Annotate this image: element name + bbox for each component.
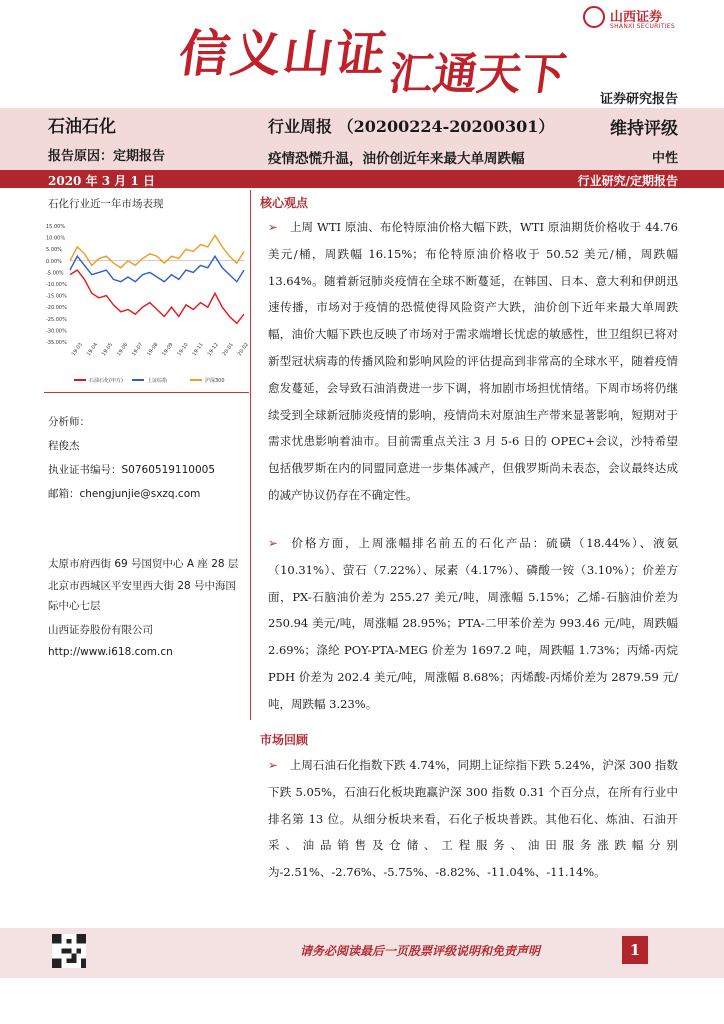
qr-code-icon: [52, 934, 86, 968]
performance-chart: [44, 212, 249, 393]
legend-label: 沪深300: [205, 378, 225, 384]
brand-slogan-right: 汇通天下: [385, 49, 569, 100]
paragraph-prices-text: 价格方面，上周涨幅排名前五的石化产品：硫磺（18.44%）、液氨（10.31%）、萤石（7.22%）、尿素（4.17%）、磷酸一铵（3.10%）；价差方面，PX-石脑油价差为 255.27 美元/吨，周涨幅 5.15%；乙烯-石脑油价差为 250.94 美元/吨，周涨幅 28.95%；PTA-二甲苯价差为 993.46 元/吨，周跌幅 2.69%；涤纶 POY-PTA-MEG 价差为 1697.2 吨，周跌幅 1.73%；丙烯-丙烷 PDH 价差为 202.4 美元/吨，周涨幅 8.68%；丙烯酸-丙烯价差为 2879.59 元/吨，周跌幅 3.23%。: [268, 536, 678, 711]
sector-title: 石油石化: [48, 117, 116, 137]
x-tick-label: 19-09: [161, 341, 175, 358]
analyst-license: 执业证书编号：S0760519110005: [48, 464, 216, 476]
legend-label: 上证综指: [147, 378, 168, 384]
company-name: 山西证券股份有限公司: [48, 624, 153, 636]
company-logo: [583, 4, 713, 34]
x-tick-label: 19-05: [100, 341, 115, 358]
y-tick-label: -25.00%: [46, 316, 67, 323]
page-number: 1: [622, 936, 648, 964]
y-tick-label: -15.00%: [46, 293, 67, 300]
report-subtitle: 疫情恐慌升温，油价创近年来最大单周跌幅: [268, 151, 525, 167]
analyst-name: 程俊杰: [48, 440, 80, 452]
x-tick-label: 20-02: [236, 341, 249, 358]
y-tick-label: -5.00%: [46, 270, 64, 277]
y-tick-label: -30.00%: [46, 328, 67, 335]
performance-chart-svg: [44, 212, 249, 392]
rating-label: 维持评级: [610, 119, 678, 139]
x-tick-label: 19-08: [146, 341, 160, 358]
x-tick-label: 19-06: [115, 341, 130, 358]
report-date: 2020 年 3 月 1 日: [48, 174, 155, 188]
x-tick-label: 19-12: [206, 341, 220, 358]
address-beijing: 北京市西城区平安里西大街 28 号中海国际中心七层: [48, 580, 237, 612]
bullet-arrow-icon: ➢: [268, 758, 278, 772]
legend-label: 石油石化(申万): [89, 378, 123, 384]
x-tick-label: 20-01: [221, 341, 235, 358]
paragraph-oil-price: [268, 214, 678, 509]
x-tick-label: 19-07: [131, 341, 145, 358]
address-taiyuan: 太原市府西街 69 号国贸中心 A 座 28 层: [48, 558, 239, 570]
y-tick-label: 5.00%: [46, 247, 62, 254]
bullet-arrow-icon: ➢: [268, 536, 278, 550]
section-market-review: 市场回顾: [260, 733, 309, 747]
series-line-2: [70, 256, 244, 282]
x-tick-label: 19-03: [70, 341, 84, 358]
analyst-label: 分析师：: [48, 416, 90, 428]
company-website[interactable]: http://www.i618.com.cn: [48, 646, 173, 658]
header-banner: [0, 0, 724, 108]
x-tick-label: 19-04: [85, 341, 100, 358]
series-line-1: [70, 270, 244, 323]
logo-name: 山西证券: [610, 10, 663, 25]
column-divider: [250, 190, 251, 720]
report-type: 证券研究报告: [599, 92, 678, 107]
y-tick-label: 10.00%: [46, 235, 66, 242]
y-tick-label: -35.00%: [46, 340, 67, 346]
paragraph-prices: [268, 530, 678, 718]
section-core-view: 核心观点: [260, 196, 309, 210]
y-tick-label: -10.00%: [46, 282, 67, 288]
y-tick-label: 15.00%: [46, 224, 66, 230]
bullet-arrow-icon: ➢: [268, 220, 278, 234]
y-tick-label: 0.00%: [46, 258, 62, 265]
analyst-email[interactable]: 邮箱：chengjunjie@sxzq.com: [48, 488, 201, 500]
report-title: 行业周报 （20200224-20200301）: [268, 117, 555, 136]
report-reason: 报告原因：定期报告: [48, 149, 166, 164]
series-line-3: [70, 235, 244, 267]
paragraph-market-text: 上周石油石化指数下跌 4.74%，同期上证综指下跌 5.24%，沪深 300 指数下跌 5.05%，石油石化板块跑赢沪深 300 指数 0.31 个百分点，在所有行业中排名第 13 位。从细分板块来看，石化子板块普跌。其他石化、炼油、石油开采、油品销售及仓储、工程服务、油田服务涨跌幅分别为-2.51%、-2.76%、-5.75%、-8.82%、-11.04%、-11.14%。: [268, 758, 678, 880]
disclaimer: 请务必阅读最后一页股票评级说明和免责声明: [300, 944, 541, 958]
report-category: 行业研究/定期报告: [577, 174, 678, 188]
brand-slogan-left: 信义山证: [175, 25, 392, 83]
logo-mark-icon: [583, 6, 605, 28]
paragraph-market: [268, 752, 678, 886]
rating-value: 中性: [651, 151, 678, 166]
paragraph-oil-price-text: 上周 WTI 原油、布伦特原油价格大幅下跌，WTI 原油期货价格收于 44.76 美元/桶，周跌幅 16.15%；布伦特原油价格收于 50.52 美元/桶，周跌幅 13.64%。随着新冠肺炎疫情在全球不断蔓延，在韩国、日本、意大利和伊朗迅速传播，市场对于疫情的恐慌使得风险资产大跌，油价创下近年来最大单周跌幅，油价大幅下跌也反映了市场对于需求端增长忧虑的敏感性，世卫组织已将对新型冠状病毒的传播风险和影响风险的评估提高到非常高的全球水平，随着疫情愈发蔓延，会导致石油消费进一步下调，将加剧市场担忧情绪。下周市场将仍继续受到全球新冠肺炎疫情的影响，疫情尚未对原油生产带来显著影响，短期对于需求忧患影响着油市。目前需重点关注 3 月 5-6 日的 OPEC+会议，沙特希望包括俄罗斯在内的同盟同意进一步集体减产，但俄罗斯尚未表态，会议最终达成的减产协议仍存在不确定性。: [268, 220, 678, 502]
x-tick-label: 19-10: [176, 341, 190, 358]
logo-en: SHANXI SECURITIES: [610, 23, 675, 30]
y-tick-label: -20.00%: [46, 305, 67, 312]
chart-title: 石化行业近一年市场表现: [48, 198, 164, 210]
x-tick-label: 19-11: [191, 341, 205, 358]
